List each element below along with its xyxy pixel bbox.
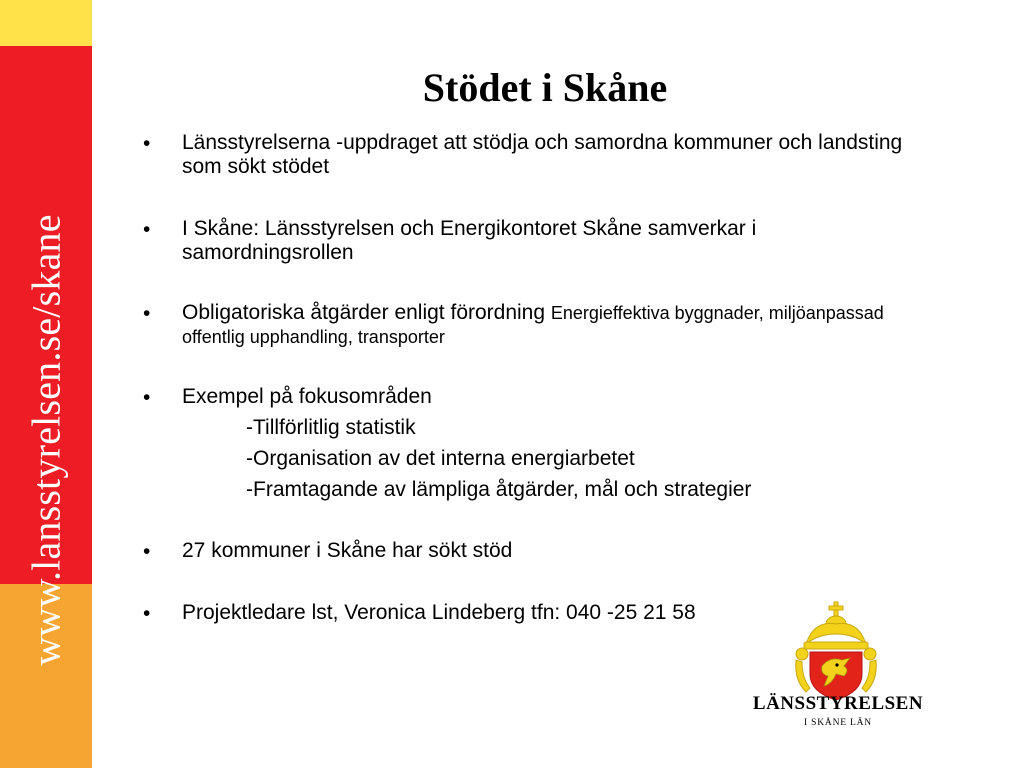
sub-item: -Organisation av det interna energiarbetet <box>246 447 635 470</box>
sidebar-yellow-band <box>0 0 92 46</box>
sub-item: -Tillförlitlig statistik <box>246 416 416 439</box>
sidebar <box>0 0 92 768</box>
bullet-text-mixed <box>182 301 922 349</box>
bullet-text: Exempel på fokusområden <box>182 385 432 408</box>
bullet-text: Projektledare lst, Veronica Lindeberg tfn: 040 -25 21 58 <box>182 601 696 624</box>
bullet-text: Obligatoriska åtgärder enligt förordning <box>182 301 546 324</box>
page-title: Stödet i Skåne <box>422 65 668 110</box>
bullet-marker: • <box>143 132 151 155</box>
bullet-marker: • <box>143 540 151 563</box>
bullet-text: Länsstyrelserna -uppdraget att stödja och samordna kommuner och landsting som sökt stödet <box>182 131 903 178</box>
logo-name: LÄNSSTYRELSEN <box>752 693 924 714</box>
bullet-marker: • <box>143 602 151 625</box>
sub-item: -Framtagande av lämpliga åtgärder, mål och strategier <box>246 478 752 501</box>
bullet-marker: • <box>143 218 151 241</box>
bullet-text: 27 kommuner i Skåne har sökt stöd <box>182 539 513 562</box>
bullet-text: I Skåne: Länsstyrelsen och Energikontoret Skåne samverkar i samordningsrollen <box>182 217 757 264</box>
bullet-marker: • <box>143 302 151 325</box>
bullet-small-text: Energieffektiva byggnader, miljöanpassad offentlig upphandling, transporter <box>182 303 884 347</box>
sidebar-url: www.lansstyrelsen.se/skane <box>23 214 69 666</box>
bullet-marker: • <box>143 386 151 409</box>
logo-subtitle: I SKÅNE LÄN <box>804 718 872 728</box>
